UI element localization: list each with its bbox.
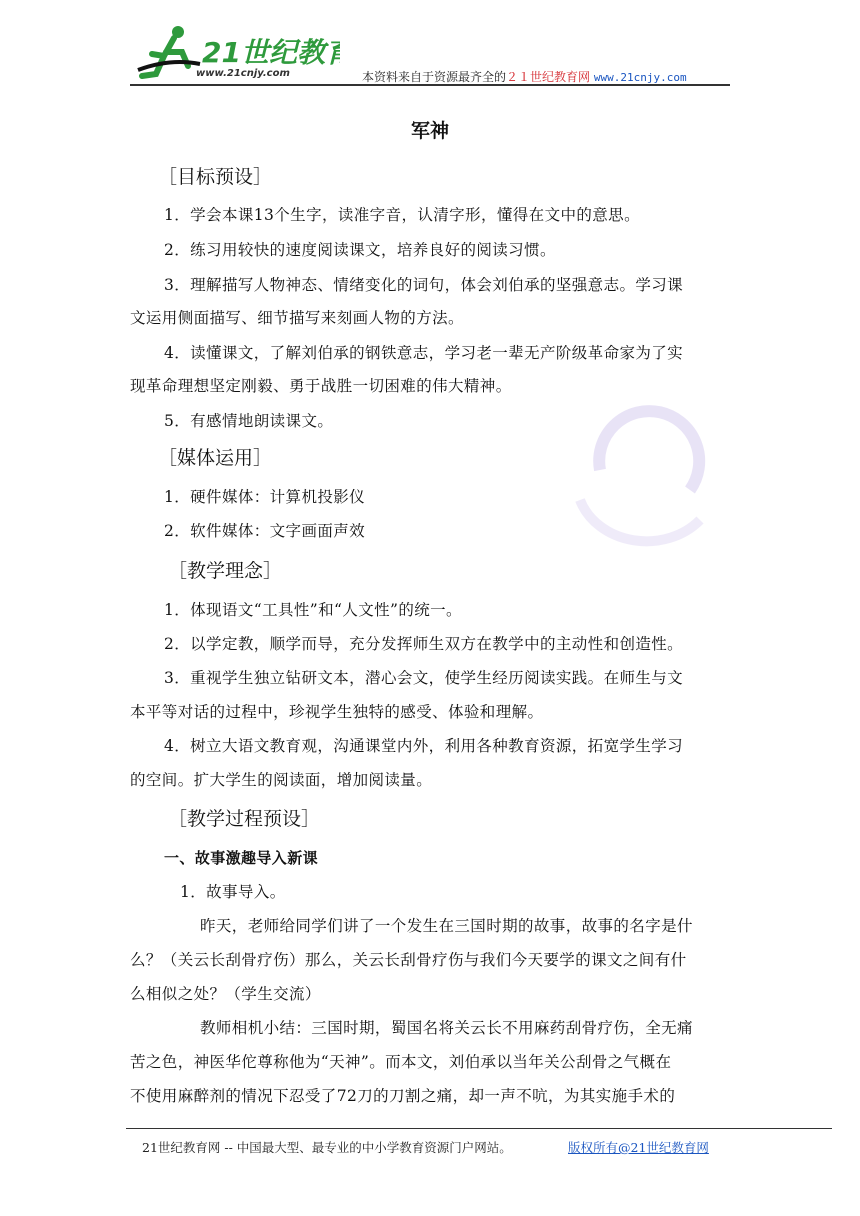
runner-icon (138, 26, 200, 76)
copyright-link[interactable]: 版权所有@21世纪教育网 (568, 1140, 709, 1155)
concept-line: 1．体现语文“工具性”和“人文性”的统一。 (164, 601, 462, 619)
goal-line: 现革命理想坚定刚毅、勇于战胜一切困难的伟大精神。 (130, 377, 512, 395)
logo-text: 21世纪教育 (202, 36, 340, 69)
goal-line: 1．学会本课13个生字，读准字音，认清字形，懂得在文中的意思。 (164, 206, 640, 224)
footer-text: 21世纪教育网 -- 中国最大型、最专业的中小学教育资源门户网站。 (142, 1140, 512, 1155)
goal-line: 2．练习用较快的速度阅读课文，培养良好的阅读习惯。 (164, 241, 556, 259)
section-concept-heading: ［教学理念］ (168, 560, 283, 582)
concept-line: 4．树立大语文教育观，沟通课堂内外，利用各种教育资源，拓宽学生学习 (164, 737, 684, 755)
step-heading: 一、故事激趣导入新课 (164, 849, 319, 867)
paragraph-line: 教师相机小结：三国时期，蜀国名将关云长不用麻药刮骨疗伤，全无痛 (200, 1019, 693, 1037)
header-prefix: 本资料来自于资源最齐全的 (362, 70, 507, 84)
concept-line: 本平等对话的过程中，珍视学生独特的感受、体验和理解。 (130, 703, 544, 721)
concept-line: 3．重视学生独立钻研文本，潜心会文，使学生经历阅读实践。在师生与文 (164, 669, 684, 687)
goal-line: 4．读懂课文，了解刘伯承的钢铁意志，学习老一辈无产阶级革命家为了实 (164, 344, 684, 362)
concept-line: 2．以学定教，顺学而导，充分发挥师生双方在教学中的主动性和创造性。 (164, 635, 684, 653)
watermark-graphic (560, 380, 720, 550)
paragraph-line: 么相似之处？（学生交流） (130, 985, 321, 1003)
goal-line: 5．有感情地朗读课文。 (164, 412, 334, 430)
logo-url: www.21cnjy.com (196, 68, 290, 79)
paragraph-line: 么？（关云长刮骨疗伤）那么，关云长刮骨疗伤与我们今天要学的课文之间有什 (130, 951, 687, 969)
paragraph-line: 昨天，老师给同学们讲了一个发生在三国时期的故事，故事的名字是什 (200, 917, 693, 935)
concept-line: 的空间。扩大学生的阅读面，增加阅读量。 (130, 771, 433, 789)
header-divider (130, 84, 730, 86)
header-url[interactable]: www.21cnjy.com (593, 71, 687, 84)
section-process-heading: ［教学过程预设］ (168, 808, 321, 830)
header-site-name: ２１世纪教育网 (506, 70, 591, 84)
paragraph-line: 苦之色，神医华佗尊称他为“天神”。而本文，刘伯承以当年关公刮骨之气概在 (130, 1053, 672, 1071)
page-title: 军神 (410, 120, 449, 142)
paragraph-line: 不使用麻醉剂的情况下忍受了72刀的刀割之痛，却一声不吭，为其实施手术的 (130, 1087, 676, 1105)
goal-line: 3．理解描写人物神态、情绪变化的词句，体会刘伯承的坚强意志。学习课 (164, 276, 684, 294)
site-logo (130, 22, 340, 86)
section-goals-heading: ［目标预设］ (158, 166, 273, 188)
section-media-heading: ［媒体运用］ (158, 447, 273, 469)
step-item: 1．故事导入。 (180, 883, 286, 901)
media-line: 1．硬件媒体：计算机投影仪 (164, 488, 366, 506)
footer-divider (126, 1128, 832, 1129)
goal-line: 文运用侧面描写、细节描写来刻画人物的方法。 (130, 309, 464, 327)
header-text (362, 68, 687, 85)
media-line: 2．软件媒体：文字画面声效 (164, 522, 366, 540)
